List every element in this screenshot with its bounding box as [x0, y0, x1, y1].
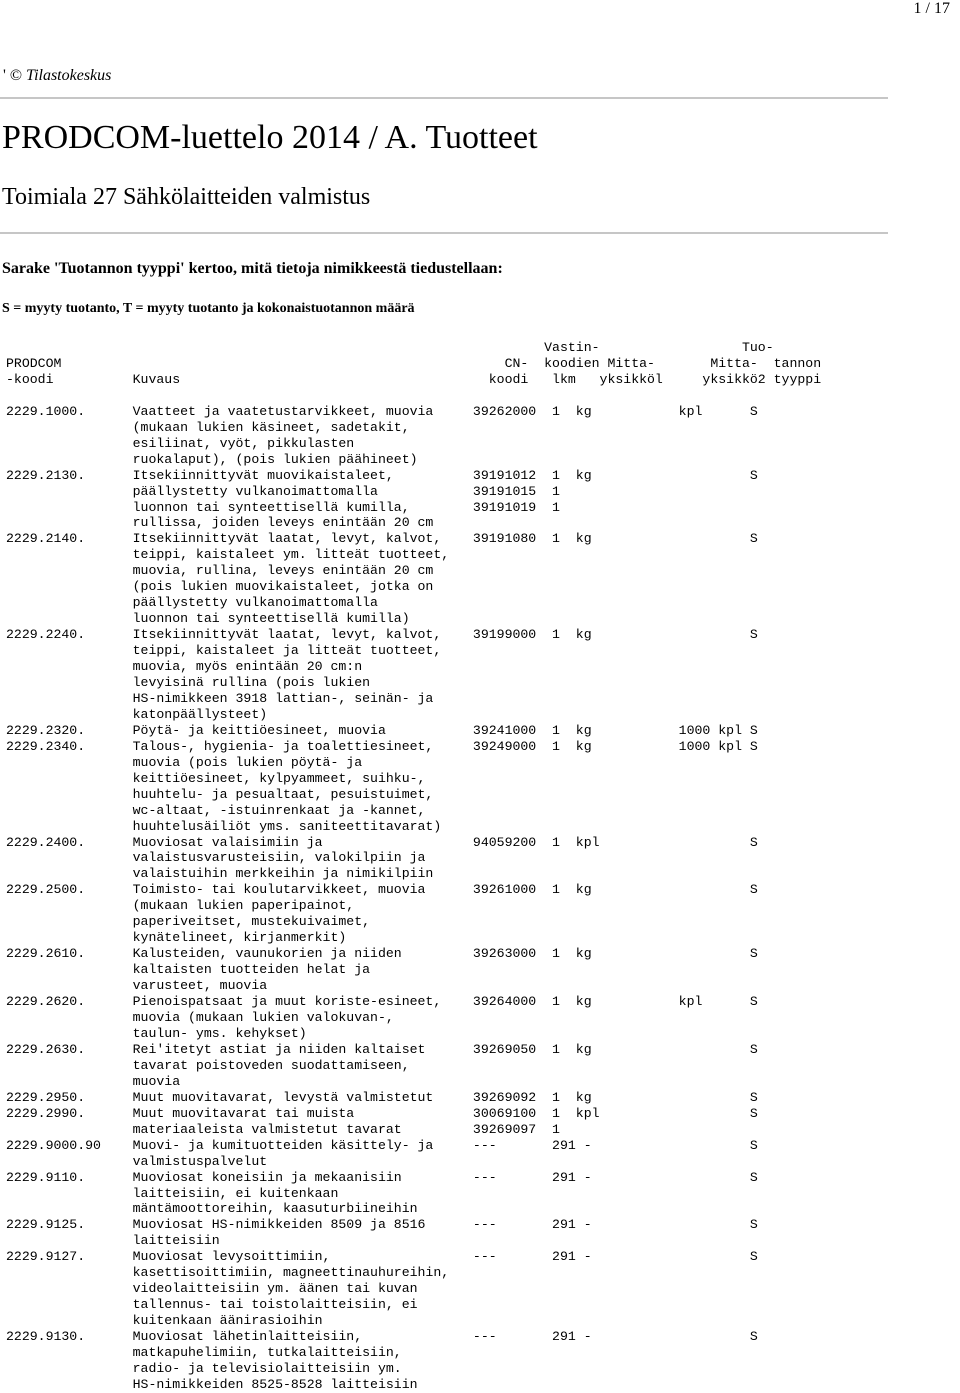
table-line: 2229.2320. Pöytä- ja keittiöesineet, muovia 39241000 1 kg 1000 kpl S	[6, 722, 758, 738]
table-line: 2229.2620. Pienoispatsaat ja muut koriste-esineet, 39264000 1 kg kpl S	[6, 994, 758, 1010]
table-line: rullissa, joiden leveys enintään 20 cm	[6, 515, 434, 531]
table-line: radio- ja televisiolaitteisiin ym.	[6, 1360, 402, 1376]
table-line: 2229.1000. Vaatteet ja vaatetustarvikkeet, muovia 39262000 1 kg kpl S	[6, 403, 758, 419]
table-line: 2229.9000.90 Muovi- ja kumituotteiden käsittely- ja --- 291 - S	[6, 1137, 758, 1153]
table-body	[6, 404, 758, 1392]
divider	[0, 97, 888, 99]
table-line: 2229.9125. Muoviosat HS-nimikkeiden 8509 ja 8516 --- 291 - S	[6, 1217, 758, 1233]
table-line: tavarat poistoveden suodattamiseen,	[6, 1057, 410, 1073]
table-line: huuhtelu- ja pesualtaat, pesuistuimet,	[6, 786, 434, 802]
table-line: (pois lukien muovikaistaleet, jotka on	[6, 579, 434, 595]
page-number: 1 / 17	[913, 0, 950, 17]
page-subtitle: Toimiala 27 Sähkölaitteiden valmistus	[2, 184, 371, 210]
table-header-line: PRODCOM CN- koodien Mitta- Mitta- tannon	[6, 355, 822, 371]
table-line: katonpäällysteet)	[6, 706, 268, 722]
table-line: 2229.2400. Muoviosat valaisimiin ja 94059200 1 kpl S	[6, 834, 758, 850]
table-line: valaistusvarusteisiin, valokilpiin ja	[6, 850, 426, 866]
table-line: 2229.2140. Itsekiinnittyvät laatat, levyt, kalvot, 39191080 1 kg S	[6, 531, 758, 547]
organization-prefix: ' ©	[3, 67, 27, 84]
table-line: ruokalaput), (pois lukien päähineet)	[6, 451, 418, 467]
table-line: teippi, kaistaleet ym. litteät tuotteet,	[6, 547, 450, 563]
table-line: mäntämoottoreihin, kaasuturbiineihin	[6, 1201, 418, 1217]
page-title: PRODCOM-luettelo 2014 / A. Tuotteet	[2, 119, 538, 156]
table-line: esiliinat, vyöt, pikkulasten	[6, 435, 355, 451]
table-line: laitteisiin	[6, 1233, 220, 1249]
table-line: teippi, kaistaleet ja litteät tuotteet,	[6, 643, 442, 659]
table-line: 2229.2240. Itsekiinnittyvät laatat, levyt, kalvot, 39199000 1 kg S	[6, 627, 758, 643]
table-line: materiaaleista valmistetut tavarat 39269097 1	[6, 1121, 560, 1137]
organization	[3, 67, 111, 85]
table-line: muovia, rullina, leveys enintään 20 cm	[6, 563, 434, 579]
table-line: muovia, myös enintään 20 cm:n	[6, 659, 363, 675]
table-line: 2229.2950. Muut muovitavarat, levystä valmistetut 39269092 1 kg S	[6, 1089, 758, 1105]
table-line: varusteet, muovia	[6, 978, 268, 994]
table-header-line: Vastin- Tuo-	[6, 340, 774, 355]
table-line: 2229.9130. Muoviosat lähetinlaitteisiin, --- 291 - S	[6, 1329, 758, 1345]
legend-note: S = myyty tuotanto, T = myyty tuotanto ja kokonaistuotannon määrä	[2, 301, 415, 316]
table-line: huuhtelusäiliöt yms. saniteettitavarat)	[6, 818, 442, 834]
organization-name: Tilastokeskus	[26, 67, 112, 84]
table-line: kynätelineet, kirjanmerkit)	[6, 930, 347, 946]
table-line: (mukaan lukien käsineet, sadetakit,	[6, 419, 410, 435]
table-line: paperiveitset, mustekuivaimet,	[6, 914, 371, 930]
table-line: wc-altaat, -istuinrenkaat ja -kannet,	[6, 802, 426, 818]
table-line: päällystetty vulkanoimattomalla 39191015 1	[6, 483, 560, 499]
table-line: taulun- yms. kehykset)	[6, 1025, 307, 1041]
table-line: kuitenkaan äänirasioihin	[6, 1313, 323, 1329]
table-line: matkapuhelimiin, tutkalaitteisiin,	[6, 1345, 402, 1361]
table-line: HS-nimikkeen 3918 lattian-, seinän- ja	[6, 690, 434, 706]
table-line: 2229.2130. Itsekiinnittyvät muovikaistaleet, 39191012 1 kg S	[6, 467, 758, 483]
table-line: 2229.2610. Kalusteiden, vaunukorien ja niiden 39263000 1 kg S	[6, 946, 758, 962]
table-header-line: -koodi Kuvaus koodi lkm yksikköl yksikkö2 tyyppi	[6, 371, 822, 387]
table-line: levyisinä rullina (pois lukien	[6, 675, 371, 690]
table-line: 2229.2500. Toimisto- tai koulutarvikkeet, muovia 39261000 1 kg S	[6, 882, 758, 898]
table-line: 2229.2630. Rei'itetyt astiat ja niiden kaltaiset 39269050 1 kg S	[6, 1041, 758, 1057]
table-line: 2229.9110. Muoviosat koneisiin ja mekaanisiin --- 291 - S	[6, 1169, 758, 1185]
table-line: valmistuspalvelut	[6, 1153, 268, 1169]
table-line: 2229.2990. Muut muovitavarat tai muista 30069100 1 kpl S	[6, 1105, 758, 1121]
table-line: videolaitteisiin ym. äänen tai kuvan	[6, 1281, 418, 1297]
table-line: HS-nimikkeiden 8525-8528 laitteisiin	[6, 1376, 418, 1392]
table-line: kaltaisten tuotteiden helat ja	[6, 962, 371, 978]
table-line: keittiöesineet, kylpyammeet, suihku-,	[6, 770, 426, 786]
table-line: 2229.2340. Talous-, hygienia- ja toalettiesineet, 39249000 1 kg 1000 kpl S	[6, 738, 758, 754]
table-line: muovia	[6, 1073, 181, 1089]
table-line: (mukaan lukien paperipainot,	[6, 898, 355, 914]
table-line: luonnon tai synteettisellä kumilla)	[6, 611, 410, 627]
table-line: muovia (mukaan lukien valokuvan-,	[6, 1010, 394, 1026]
table-line: päällystetty vulkanoimattomalla	[6, 595, 378, 611]
table-line: luonnon tai synteettisellä kumilla, 39191019 1	[6, 499, 560, 515]
table-line: muovia (pois lukien pöytä- ja	[6, 754, 363, 770]
table-line: laitteisiin, ei kuitenkaan	[6, 1185, 339, 1201]
column-note: Sarake 'Tuotannon tyyppi' kertoo, mitä tietoja nimikkeestä tiedustellaan:	[2, 260, 503, 277]
table-line: tallennus- tai toistolaitteisiin, ei	[6, 1297, 418, 1313]
table-line: valaistuihin merkkeihin ja nimikilpiin	[6, 866, 434, 882]
table-line: 2229.9127. Muoviosat levysoittimiin, --- 291 - S	[6, 1249, 758, 1265]
product-listing	[6, 340, 821, 1393]
table-line: kasettisoittimiin, magneettinauhureihin,	[6, 1265, 450, 1281]
divider	[0, 232, 888, 234]
